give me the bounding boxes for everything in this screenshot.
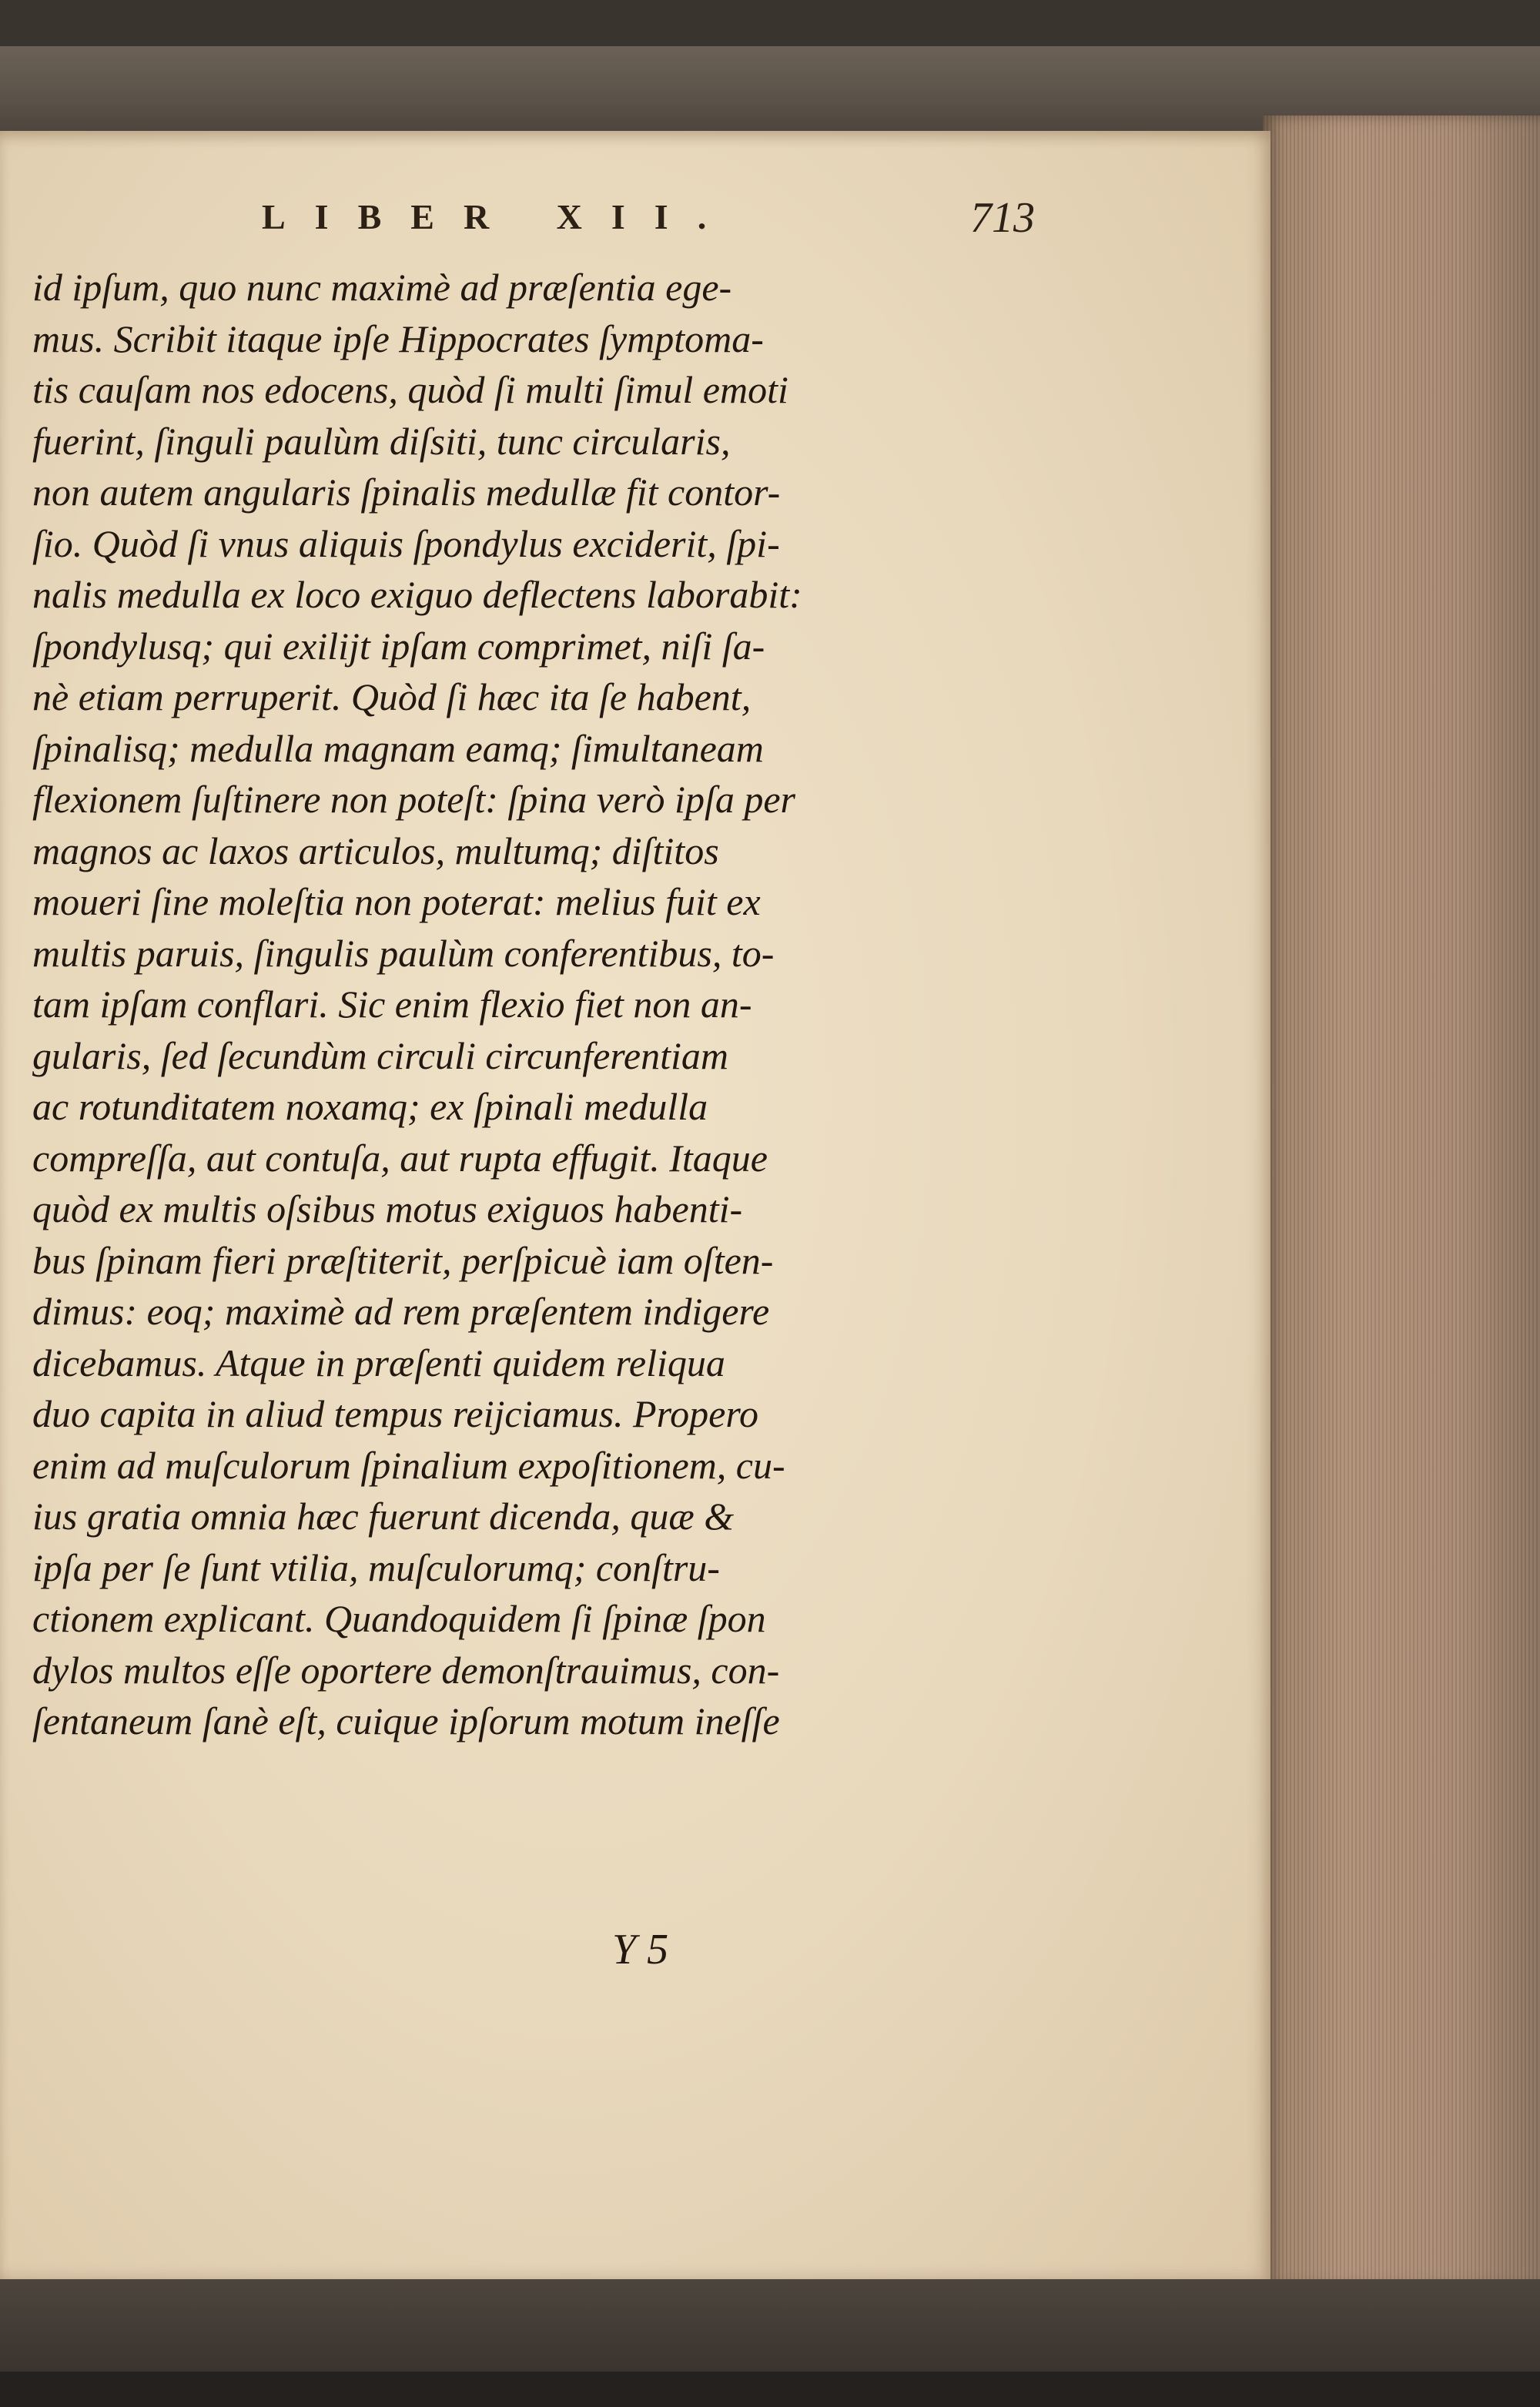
text-line: ctionem explicant. Quandoquidem ſi ſpinæ ſpon [32, 1597, 766, 1640]
text-line: quòd ex multis oſsibus motus exiguos habenti- [32, 1187, 743, 1230]
text-line: magnos ac laxos articulos, multumq; diſtitos [32, 829, 719, 872]
text-line: mus. Scribit itaque ipſe Hippocrates ſymptoma- [32, 316, 764, 360]
text-line: ſentaneum ſanè eſt, cuique ipſorum motum ineſſe [32, 1699, 780, 1742]
text-line: ſpinalisq; medulla magnam eamq; ſimultaneam [32, 726, 764, 770]
text-line: ſpondylusq; qui exilijt ipſam comprimet, niſi ſa- [32, 624, 765, 668]
text-line: ius gratia omnia hæc fuerunt dicenda, quæ & [32, 1495, 735, 1538]
text-line: tam ipſam conflari. Sic enim flexio fiet non an- [32, 983, 752, 1026]
signature-mark: Y 5 [612, 1926, 669, 1973]
running-head-title: LIBER XII. [262, 197, 736, 236]
text-line: gularis, ſed ſecundùm circuli circunferentiam [32, 1033, 728, 1077]
text-line: multis paruis, ſingulis paulùm conferentibus, to- [32, 931, 775, 975]
text-line: ipſa per ſe ſunt vtilia, muſculorumq; conſtru- [32, 1545, 720, 1589]
running-head [0, 196, 1270, 258]
body-text [32, 262, 987, 1747]
text-line: duo capita in aliud tempus reijciamus. Propero [32, 1392, 758, 1435]
book-page [0, 131, 1270, 2279]
text-line: fuerint, ſinguli paulùm diſsiti, tunc circularis, [32, 419, 731, 463]
text-line: id ipſum, quo nunc maximè ad præſentia ege- [32, 266, 732, 309]
text-line: tis cauſam nos edocens, quòd ſi multi ſimul emoti [32, 368, 788, 411]
text-line: ac rotunditatem noxamq; ex ſpinali medulla [32, 1085, 708, 1128]
text-line: dylos multos eſſe oportere demonſtrauimus, con- [32, 1648, 780, 1692]
page-footer [0, 1925, 1270, 1987]
page-number: 713 [970, 194, 1035, 242]
text-line: ſio. Quòd ſi vnus aliquis ſpondylus exciderit, ſpi- [32, 521, 780, 565]
text-line: non autem angularis ſpinalis medullæ fit contor- [32, 470, 781, 514]
text-line: bus ſpinam fieri præſtiterit, perſpicuè iam oſten- [32, 1238, 774, 1282]
text-line: nè etiam perruperit. Quòd ſi hæc ita ſe habent, [32, 675, 752, 718]
text-line: dicebamus. Atque in præſenti quidem reliqua [32, 1341, 725, 1384]
page-block-edges [1263, 115, 1540, 2287]
text-line: enim ad muſculorum ſpinalium expoſitionem, cu- [32, 1443, 785, 1487]
text-line: moueri ſine moleſtia non poterat: melius fuit ex [32, 880, 761, 923]
text-line: nalis medulla ex loco exiguo deflectens laborabit: [32, 573, 802, 616]
text-line: compreſſa, aut contuſa, aut rupta effugit. Itaque [32, 1136, 768, 1180]
text-line: dimus: eoq; maximè ad rem præſentem indigere [32, 1290, 770, 1333]
binding-board-bottom [0, 2279, 1540, 2372]
text-line: flexionem ſuſtinere non poteſt: ſpina verò ipſa per [32, 778, 795, 821]
